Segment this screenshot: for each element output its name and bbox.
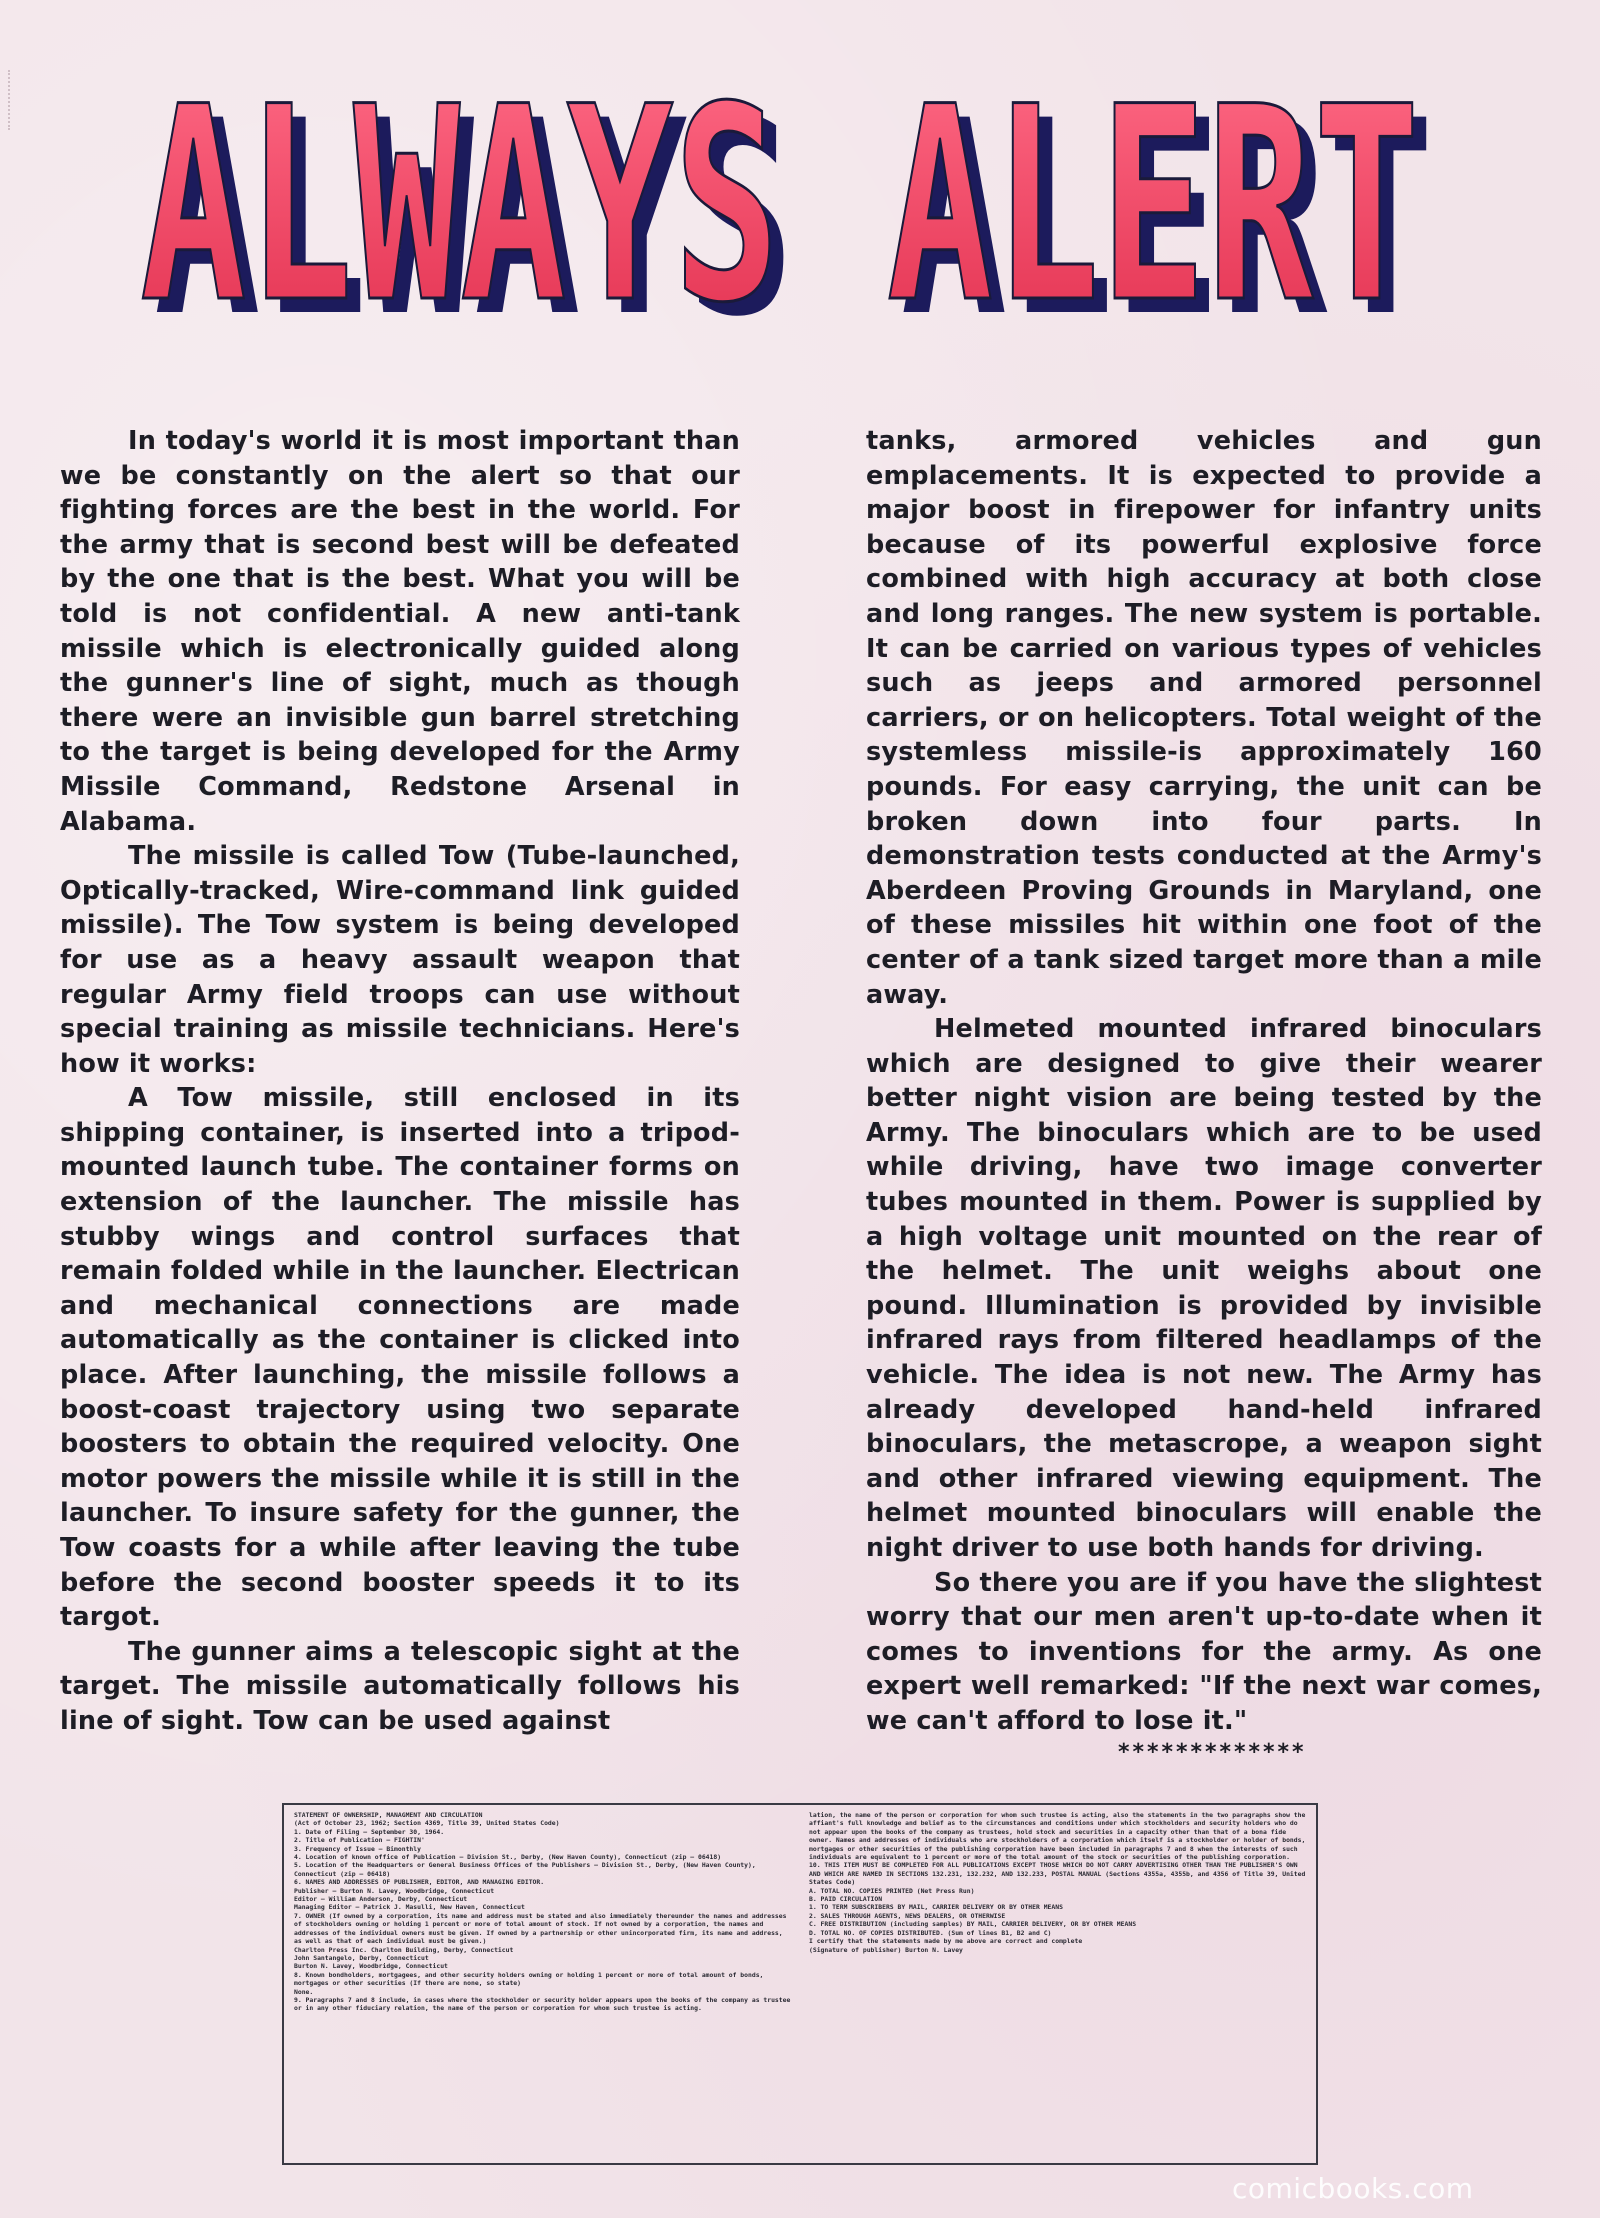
paragraph: So there you are if you have the slightest worry that our men aren't up-to-date when it comes to inventions for the army. As one expert well remarked: "If the next war comes, we can't afford to lose it." <box>866 1567 1542 1736</box>
edge-dots <box>8 70 14 130</box>
statement-line: 1. TO TERM SUBSCRIBERS BY MAIL, CARRIER DELIVERY OR BY OTHER MEANS <box>809 1903 1063 1912</box>
watermark: comicbooks.com <box>1232 2172 1474 2205</box>
section-divider-stars: ************* <box>1118 1740 1307 1765</box>
paragraph: Helmeted mounted infrared binoculars which are designed to give their wearer better night vision are being tested by the Army. The binoculars which are to be used while driving, have two image converter tubes mounted in them. Power is supplied by a high voltage unit mounted on the rear of the helmet. The unit weighs about one pound. Illumination is provided by invisible infrared rays from filtered headlamps of the vehicle. The idea is not new. The Army has already developed hand-held infrared binoculars, the metascrope, a weapon sight and other infrared viewing equipment. The helmet mounted binoculars will enable the night driver to use both hands for driving. <box>866 1014 1542 1563</box>
paragraph: In today's world it is most important than we be constantly on the alert so that our fighting forces are the best in the world. For the army that is second best will be defeated by the one that is the best. What you will be told is not confidential. A new anti-tank missile which is electronically guided along the gunner's line of sight, much as though there were an invisible gun barrel stretching to the target is being developed for the Army Missile Command, Redstone Arsenal in Alabama. <box>60 426 740 837</box>
paragraph: The missile is called Tow (Tube-launched, Optically-tracked, Wire-command link guided missile). The Tow system is being developed for use as a heavy assault weapon that regular Army field troops can use without special training as missile technicians. Here's how it works: <box>60 841 740 1079</box>
statement-line: Editor — William Anderson, Derby, Connecticut <box>294 1895 468 1904</box>
statement-line: 1. Date of Filing — September 30, 1964. <box>294 1827 445 1836</box>
headline-art <box>140 40 1460 376</box>
statement-line: Burton N. Lavey, Woodbridge, Connecticut <box>294 1962 448 1971</box>
statement-line: (Act of October 23, 1962; Section 4369, Title 39, United States Code) <box>294 1819 560 1828</box>
statement-line: Publisher — Burton N. Lavey, Woodbridge, Connecticut <box>294 1886 495 1895</box>
statement-line: 3. Frequency of Issue — Bimonthly <box>294 1844 421 1853</box>
statement-line: 9. Paragraphs 7 and 8 include, in cases where the stockholder or security holder appears upon the books of the company as trustee or in any other fiduciary relation, the name of the person or corporation for whom such trustee is acting. <box>294 1995 795 2013</box>
paragraph: tanks, armored vehicles and gun emplacements. It is expected to provide a major boost in firepower for infantry units because of its powerful explosive force combined with high accuracy at both close and long ranges. The new system is portable. It can be carried on various types of vehicles such as jeeps and armored personnel carriers, or on helicopters. Total weight of the systemless missile-is approximately 160 pounds. For easy carrying, the unit can be broken down into four parts. In demonstration tests conducted at the Army's Aberdeen Proving Grounds in Maryland, one of these missiles hit within one foot of the center of a tank sized target more than a mile away. <box>866 426 1542 1010</box>
left-column <box>60 424 740 1739</box>
statement-line: C. FREE DISTRIBUTION (including samples) BY MAIL, CARRIER DELIVERY, OR BY OTHER MEANS <box>809 1920 1137 1929</box>
statement-line: Charlton Press Inc. Charlton Building, Derby, Connecticut <box>294 1945 514 1954</box>
headline-text: ALWAYS ALERT <box>140 50 1420 362</box>
statement-line: Managing Editor — Patrick J. Masulli, New Haven, Connecticut <box>294 1903 525 1912</box>
statement-line: I certify that the statements made by me above are correct and complete <box>809 1937 1083 1946</box>
statement-line: 10. THIS ITEM MUST BE COMPLETED FOR ALL PUBLICATIONS EXCEPT THOSE WHICH DO NOT CARRY ADVERTISING OTHER THAN THE PUBLISHER'S OWN AND WHICH ARE NAMED IN SECTIONS 132.231, 132.232, AND 132.233, POSTAL MANUAL (Sections 4355a, 4355b, and 4356 of Title 39, United States Code) <box>809 1861 1310 1887</box>
statement-line: 2. SALES THROUGH AGENTS, NEWS DEALERS, OR OTHERWISE <box>809 1911 1006 1920</box>
ownership-statement-box <box>282 1803 1318 2165</box>
statement-line: 6. NAMES AND ADDRESSES OF PUBLISHER, EDITOR, AND MANAGING EDITOR. <box>294 1878 545 1887</box>
statement-line: 7. OWNER (If owned by a corporation, its name and address must be stated and also immediately thereunder the names and addresses of stockholders owning or holding 1 percent or more of total amount of stock. If not owned by a corporation, the names and addresses of the individual owners must be given. If owned by a partnership or other unincorporated firm, its name and address, as well as that of each individual must be given.) <box>294 1911 791 1946</box>
statement-line: A. TOTAL NO. COPIES PRINTED (Net Press Run) <box>809 1886 975 1895</box>
statement-line: (Signature of publisher) Burton N. Lavey <box>809 1945 963 1954</box>
statement-right-column <box>809 1811 1310 2157</box>
statement-line: D. TOTAL NO. OF COPIES DISTRIBUTED. (Sum of lines B1, B2 and C) <box>809 1928 1052 1937</box>
statement-line: 4. Location of known office of Publication — Division St., Derby, (New Haven County), Connecticut (zip — 06418) <box>294 1853 722 1862</box>
statement-line: lation, the name of the person or corporation for whom such trustee is acting, also the statements in the two paragraphs show the affiant's full knowledge and belief as to the circumstances and conditions under which stockholders and security holders who do not appear upon the books of the company as trustees, hold stock and securities in a capacity other than that of a bona fide owner. Names and addresses of individuals who are stockholders of a corporation which itself is a stockholder or holder of bonds, mortgages or other securities of the publishing corporation have been included in paragraphs 7 and 8 when the interests of such individuals are equivalent to 1 percent or more of the total amount of the stock or securities of the publishing corporation. <box>809 1811 1310 1862</box>
paragraph: The gunner aims a telescopic sight at the target. The missile automatically follows his line of sight. Tow can be used against <box>60 1636 740 1736</box>
statement-line: John Santangelo, Derby, Connecticut <box>294 1953 429 1962</box>
paragraph: A Tow missile, still enclosed in its shipping container, is inserted into a tripod-mounted launch tube. The container forms on extension of the launcher. The missile has stubby wings and control surfaces that remain folded while in the launcher. Electrican and mechanical connections are made automatically as the container is clicked into place. After launching, the missile follows a boost-coast trajectory using two separate boosters to obtain the required velocity. One motor powers the missile while it is still in the launcher. To insure safety for the gunner, the Tow coasts for a while after leaving the tube before the second booster speeds it to its targot. <box>60 1083 740 1633</box>
statement-line: None. <box>294 1987 314 1996</box>
statement-line: 5. Location of the Headquarters or General Business Offices of the Publishers — Division St., Derby, (New Haven County), Connecticut (zip — 06418) <box>294 1861 760 1878</box>
statement-left-column <box>294 1811 795 2157</box>
statement-line: 8. Known bondholders, mortgagees, and other security holders owning or holding 1 percent or more of total amount of bonds, mortgages or other securities (If there are none, so state) <box>294 1970 768 1988</box>
statement-line: B. PAID CIRCULATION <box>809 1895 883 1904</box>
statement-line: 2. Title of Publication — FIGHTIN' <box>294 1836 425 1845</box>
headline <box>140 40 1460 376</box>
headline-shadow: ALWAYS ALERT <box>154 64 1434 376</box>
statement-line: STATEMENT OF OWNERSHIP, MANAGMENT AND CIRCULATION <box>294 1811 483 1819</box>
right-column <box>866 424 1542 1739</box>
